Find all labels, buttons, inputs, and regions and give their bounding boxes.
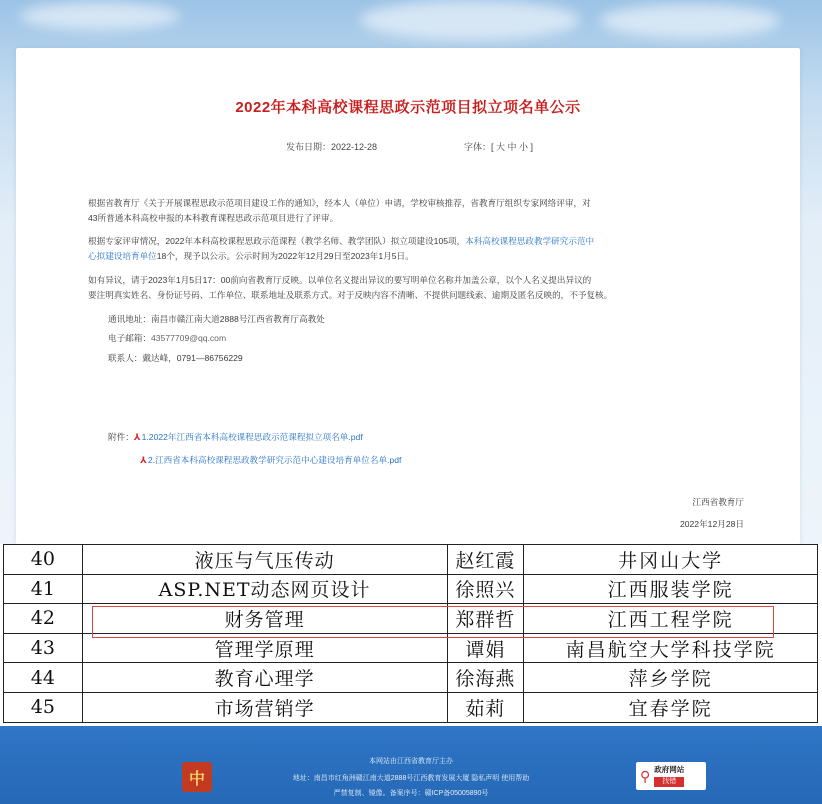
footer-address[interactable]: 地址：南昌市红角洲赣江南大道2888号江西教育发展大厦 隐私声明 使用帮助	[292, 775, 530, 782]
row-number: 43	[4, 633, 83, 663]
person-name: 赵红霞	[447, 545, 524, 575]
attachment-1-link[interactable]: 1.2022年江西省本科高校课程思政示范课程拟立项名单.pdf	[141, 432, 363, 442]
table-row	[4, 663, 818, 693]
email-label: 电子邮箱：	[108, 333, 151, 343]
person-name: 郑群哲	[447, 604, 524, 634]
table-row	[4, 574, 818, 604]
notice-card	[16, 48, 800, 544]
table-row	[4, 545, 818, 575]
teaching-center-link[interactable]: 本科高校课程思政教学研究示范中	[465, 236, 595, 246]
school-name: 江西工程学院	[524, 604, 818, 634]
attachment-2-link[interactable]: 2.江西省本科高校课程思政教学研究示范中心建设培育单位名单.pdf	[147, 455, 402, 465]
font-size-switcher[interactable]: 字体：[ 大 中 小 ]	[464, 142, 534, 152]
course-name: 财务管理	[82, 604, 447, 634]
course-name: ASP.NET动态网页设计	[82, 574, 447, 604]
government-emblem-icon: 中	[182, 762, 212, 792]
course-name: 市场营销学	[82, 692, 447, 722]
footer-icp: 严禁复制、镜像。备案序号：赣ICP备05005890号	[333, 790, 489, 797]
paragraph-2-text: 根据专家评审情况，2022年本科高校课程思政示范课程（教学名师、教学团队）拟立项建设105项，	[88, 236, 466, 246]
course-name: 管理学原理	[82, 633, 447, 663]
table-row	[4, 633, 818, 663]
attachment-1	[108, 431, 363, 443]
notice-title: 2022年本科高校课程思政示范项目拟立项名单公示	[235, 99, 581, 116]
gov-site-error-report-button[interactable]	[636, 762, 706, 790]
pdf-icon: ⅄	[133, 432, 141, 442]
school-name: 宜春学院	[524, 692, 818, 722]
table-row	[4, 692, 818, 722]
email-line	[108, 331, 226, 346]
paragraph-2-line-1	[88, 234, 594, 249]
person-name: 茹莉	[447, 692, 524, 722]
cloud-decoration	[20, 2, 180, 30]
email-address: 43577709@qq.com	[150, 333, 227, 343]
course-name: 液压与气压传动	[82, 545, 447, 575]
signature-org: 江西省教育厅	[692, 497, 744, 507]
person-name: 谭娟	[447, 633, 524, 663]
attachments-label: 附件：	[108, 432, 134, 442]
magnifier-icon: ⚲	[640, 767, 651, 784]
school-name: 萍乡学院	[524, 663, 818, 693]
cloud-decoration	[360, 0, 580, 40]
site-footer	[0, 726, 822, 804]
project-table	[3, 544, 818, 723]
paragraph-1-line-2: 43所普通本科高校申报的本科教育课程思政示范项目进行了评审。	[88, 213, 339, 223]
teaching-center-link-cont[interactable]: 心拟建设培育单位	[88, 251, 157, 261]
cloud-decoration	[600, 4, 780, 38]
paragraph-2-text-cont: 18个，现予以公示。公示时间为2022年12月29日至2023年1月5日。	[156, 251, 414, 261]
publish-date: 发布日期：2022-12-28	[286, 142, 378, 152]
signature-date: 2022年12月28日	[679, 519, 744, 529]
paragraph-1-line-1: 根据省教育厅《关于开展课程思政示范项目建设工作的通知》，经本人（单位）申请，学校审核推荐，省教育厅组织专家网络评审，对	[88, 198, 591, 208]
contact-person: 联系人：戴达峰，0791—86756229	[108, 353, 243, 363]
person-name: 徐照兴	[447, 574, 524, 604]
row-number: 41	[4, 574, 83, 604]
attachment-2	[140, 454, 401, 466]
table-row	[4, 604, 818, 634]
course-name: 教育心理学	[82, 663, 447, 693]
row-number: 44	[4, 663, 83, 693]
school-name: 江西服装学院	[524, 574, 818, 604]
school-name: 南昌航空大学科技学院	[524, 633, 818, 663]
badge-title: 政府网站	[654, 765, 685, 774]
footer-sponsor: 本网站由江西省教育厅主办	[369, 758, 453, 765]
row-number: 40	[4, 545, 83, 575]
paragraph-2-line-2	[88, 249, 414, 264]
project-table-area	[0, 544, 822, 726]
row-number: 45	[4, 692, 83, 722]
paragraph-3-line-2: 要注明真实姓名、身份证号码、工作单位、联系地址及联系方式。对于反映内容不清晰、不提供问题线索、逾期及匿名反映的，不予复核。	[88, 290, 613, 300]
pdf-icon: ⅄	[140, 455, 147, 465]
badge-subtitle: 找错	[654, 777, 684, 787]
mailing-address: 通讯地址：南昌市赣江南大道2888号江西省教育厅高教处	[108, 314, 325, 324]
row-number: 42	[4, 604, 83, 634]
paragraph-3-line-1: 如有异议，请于2023年1月5日17：00前向省教育厅反映。以单位名义提出异议的要写明单位名称并加盖公章，以个人名义提出异议的	[88, 275, 592, 285]
school-name: 井冈山大学	[524, 545, 818, 575]
person-name: 徐海燕	[447, 663, 524, 693]
